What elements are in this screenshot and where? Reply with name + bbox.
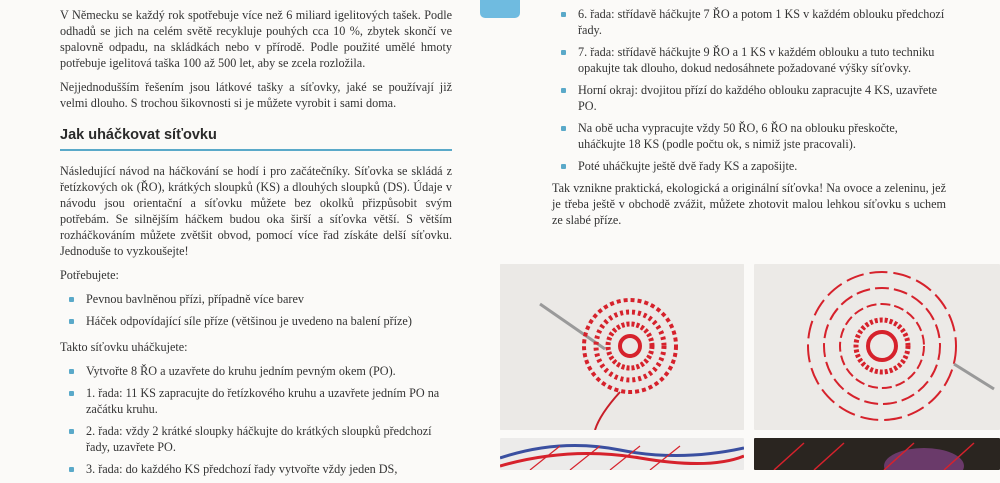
list-item: Háček odpovídající síle příze (většinou je uvedeno na balení příze): [60, 313, 452, 329]
list-item: Horní okraj: dvojitou přízí do každého oblouku zapracujte 4 KS, uzavřete PO.: [552, 82, 946, 114]
list-item: Poté uháčkujte ještě dvě řady KS a zapošijte.: [552, 158, 946, 174]
intro-paragraph-1: V Německu se každý rok spotřebuje více než 6 miliard igelitových tašek. Podle odhadů se jich na celém světě recykluje pouhých cca 10 %, zbytek skončí ve spalovně odpadu, na skládkách nebo v přírodě. Podle použité umělé hmoty potřebuje igelitová taška 100 až 500 let, aby se zcela rozložila.: [60, 8, 452, 70]
right-column: [552, 0, 946, 236]
list-item: 6. řada: střídavě háčkujte 7 ŘO a potom 1 KS v každém oblouku předchozí řady.: [552, 6, 946, 38]
photo-doily-small: [500, 264, 744, 430]
list-item: Na obě ucha vypracujte vždy 50 ŘO, 6 ŘO na oblouku přeskočte, uháčkujte 18 KS (podle počtu ok, s nimiž jste pracovali).: [552, 120, 946, 152]
intro-paragraph-2: Nejjednodušším řešením jsou látkové tašky a síťovky, jaké se používají již velmi dlouho. S trochou šikovnosti si je můžete vyrobit i sami doma.: [60, 80, 452, 110]
needs-list: [60, 291, 452, 329]
list-item: 3. řada: do každého KS předchozí řady vytvořte vždy jeden DS,: [60, 461, 452, 477]
outro-paragraph: Tak vznikne praktická, ekologická a originální síťovka! Na ovoce a zeleninu, jež je třeba ještě v obchodě zvážit, můžete zhotovit malou lehkou síťovku s uchem ze slabé příze.: [552, 181, 946, 227]
list-item: Vytvořte 8 ŘO a uzavřete do kruhu jedním pevným okem (PO).: [60, 363, 452, 379]
steps-label: Takto síťovku uháčkujete:: [60, 340, 188, 354]
list-item: 2. řada: vždy 2 krátké sloupky háčkujte do krátkých sloupků předchozí řady, uzavřete PO.: [60, 423, 452, 455]
left-column: [60, 0, 452, 483]
steps-continued-list: [552, 6, 946, 174]
list-item: Pevnou bavlněnou přízi, případně více barev: [60, 291, 452, 307]
page-corner-tab: [480, 0, 520, 18]
list-item: 1. řada: 11 KS zapracujte do řetízkového kruhu a uzavřete jedním PO na začátku kruhu.: [60, 385, 452, 417]
photo-doily-large: [754, 264, 1000, 430]
section-title: Jak uháčkovat síťovku: [60, 119, 452, 151]
photo-net-bag: [500, 438, 744, 470]
list-item: 7. řada: střídavě háčkujte 9 ŘO a 1 KS v každém oblouku a tuto techniku opakujte tak dlouho, dokud nedosáhnete požadované výšky síťovky.: [552, 44, 946, 76]
steps-list: [60, 363, 452, 477]
guide-paragraph: Následující návod na háčkování se hodí i pro začátečníky. Síťovka se skládá z řetízkových ok (ŘO), krátkých sloupků (KS) a dlouhých sloupků (DS). Údaje v návodu jsou orientační a síťovku můžete bez okolků přizpůsobit svým potřebám. Se silnějším háčkem budou oka širší a síťovka větší. S větším rozháčkováním můžete zvětšit obvod, pomocí více řad získáte delší síťovku. Jednoduše to vyzkoušejte!: [60, 164, 452, 258]
photo-net-dark: [754, 438, 1000, 470]
needs-label: Potřebujete:: [60, 268, 119, 282]
